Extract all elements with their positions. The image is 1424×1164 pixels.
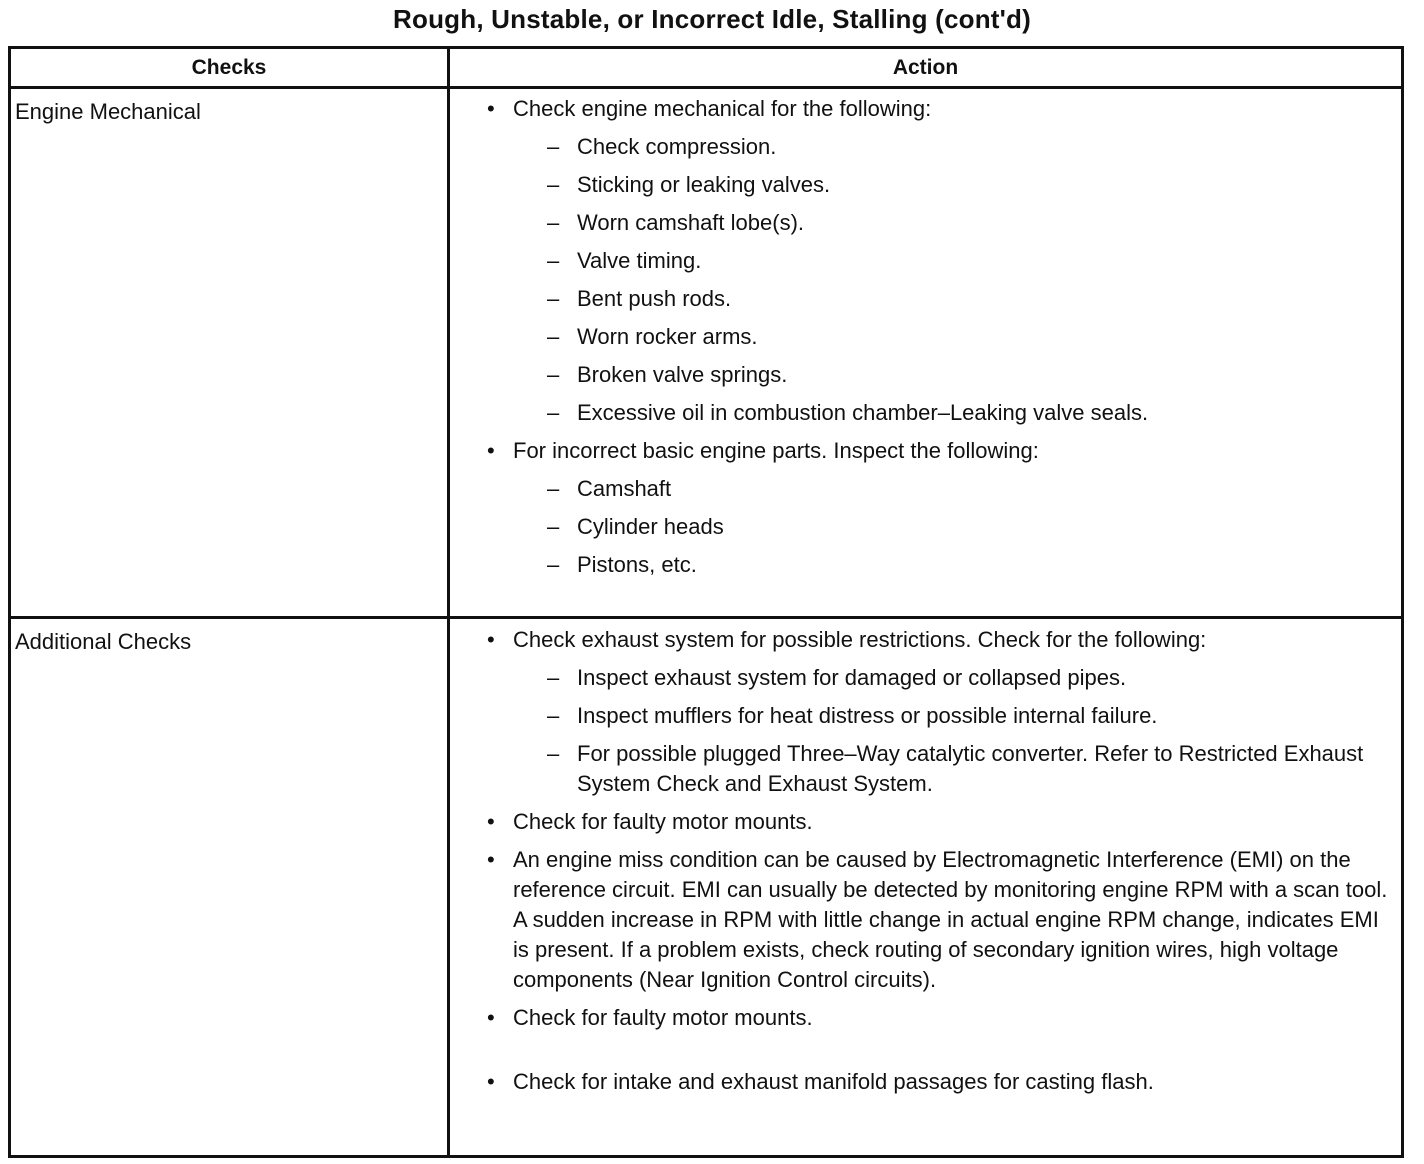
row-check-engine-mechanical: Engine Mechanical [15,99,201,124]
diagnostic-table [8,46,1404,1158]
sub-item: – Valve timing. [513,246,1396,276]
sub-item: – Worn camshaft lobe(s). [513,208,1396,238]
bullet-text: For incorrect basic engine parts. Inspect the following: [513,438,1039,463]
sub-item: – Excessive oil in combustion chamber–Leaking valve seals. [513,398,1396,428]
bullet-text: Check engine mechanical for the following: [513,96,932,121]
sub-item: – Broken valve springs. [513,360,1396,390]
sub-item: – Bent push rods. [513,284,1396,314]
bullet-text: An engine miss condition can be caused by Electromagnetic Interference (EMI) on the reference circuit. EMI can usually be detected by monitoring engine RPM with a scan tool. A sudden increase in RPM with little change in actual engine RPM change, indicates EMI is present. If a problem exists, check routing of secondary ignition wires, high voltage components (Near Ignition Control circuits). [513,847,1388,992]
action-bullet [481,625,1396,799]
sub-list [513,663,1396,799]
row-check-additional-checks: Additional Checks [15,629,192,654]
action-bullet [481,94,1396,428]
row-action-additional-checks [481,625,1396,1105]
column-divider [447,49,450,1155]
table-header-row [11,49,1401,89]
action-bullet [481,807,1396,837]
action-bullet [481,1067,1396,1097]
sub-item: – Camshaft [513,474,1396,504]
bullet-text: Check for intake and exhaust manifold passages for casting flash. [513,1069,1154,1094]
action-bullet [481,845,1396,995]
header-checks: Checks [191,56,267,79]
action-bullet [481,1003,1396,1033]
sub-item: – Check compression. [513,132,1396,162]
sub-list [513,132,1396,428]
row-divider [11,616,1401,619]
bullet-text: Check exhaust system for possible restrictions. Check for the following: [513,627,1207,652]
sub-item: – Inspect mufflers for heat distress or possible internal failure. [513,701,1396,731]
row-action-engine-mechanical [481,94,1396,588]
bullet-text: Check for faulty motor mounts. [513,809,813,834]
sub-item: – Inspect exhaust system for damaged or collapsed pipes. [513,663,1396,693]
action-bullet [481,436,1396,580]
sub-item: – Pistons, etc. [513,550,1396,580]
bullet-text: Check for faulty motor mounts. [513,1005,813,1030]
sub-item: – Cylinder heads [513,512,1396,542]
sub-item: – Sticking or leaking valves. [513,170,1396,200]
sub-list [513,474,1396,580]
sub-item: – For possible plugged Three–Way catalytic converter. Refer to Restricted Exhaust System Check and Exhaust System. [513,739,1396,799]
header-action: Action [892,56,959,79]
page-title: Rough, Unstable, or Incorrect Idle, Stalling (cont'd) [393,4,1031,34]
sub-item: – Worn rocker arms. [513,322,1396,352]
